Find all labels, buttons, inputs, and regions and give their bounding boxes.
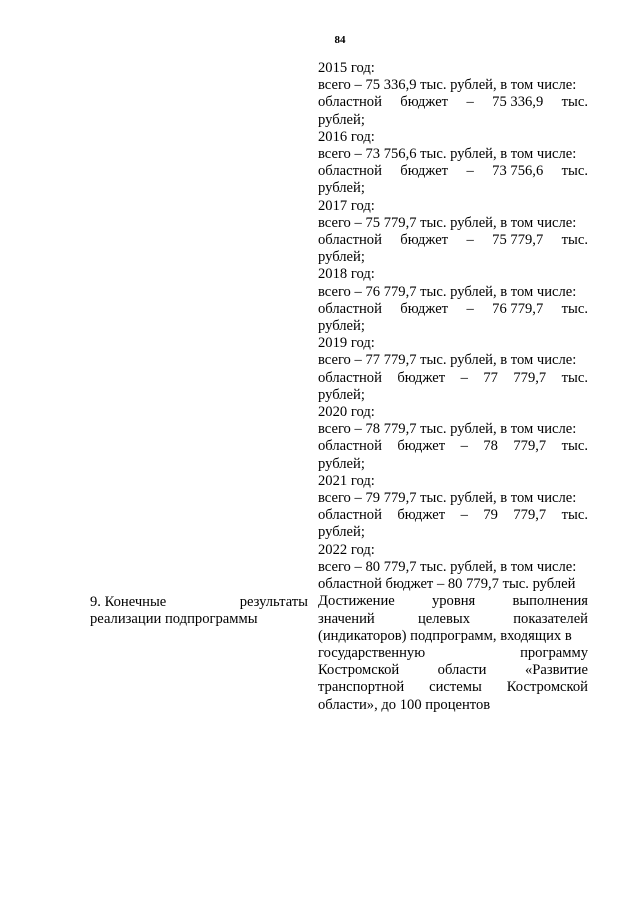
budget-word: тыс. (561, 507, 588, 524)
budget-word: 75 779,7 (492, 232, 544, 249)
funding-year: 2016 год: (318, 128, 375, 145)
budget-word: областной (318, 300, 382, 317)
funding-year: 2017 год: (318, 197, 375, 214)
budget-word: 73 756,6 (492, 163, 544, 180)
funding-total: всего – 75 779,7 тыс. рублей, в том числе: (318, 214, 577, 231)
section-9-label (90, 594, 308, 628)
budget-word: тыс. (561, 163, 588, 180)
budget-word: бюджет (400, 232, 449, 249)
budget-word: – (466, 232, 474, 249)
section-9-title-word: 9. Конечные (90, 594, 167, 610)
section-9-title (90, 594, 308, 611)
result-word: уровня (431, 593, 476, 610)
funding-total: всего – 79 779,7 тыс. рублей, в том числе: (318, 490, 577, 507)
funding-year: 2019 год: (318, 335, 375, 352)
page-number: 84 (334, 34, 346, 46)
funding-total: всего – 76 779,7 тыс. рублей, в том числе: (318, 283, 577, 300)
result-word: «Развитие (524, 662, 588, 679)
result-word: Костромской (318, 662, 400, 679)
funding-unit: рублей; (318, 318, 365, 335)
result-word: государственную (318, 644, 426, 661)
section-9-title-line2: реализации подпрограммы (90, 611, 258, 628)
funding-year: 2021 год: (318, 472, 375, 489)
budget-word: тыс. (561, 94, 588, 111)
budget-word: областной (318, 94, 382, 111)
budget-word: бюджет (397, 369, 446, 386)
section-9-title-word: результаты (239, 594, 308, 610)
regional-budget-line (318, 94, 588, 111)
funding-column (318, 60, 588, 714)
regional-budget-line (318, 370, 588, 387)
result-word: значений (318, 610, 375, 627)
budget-word: 779,7 (513, 507, 547, 524)
result-line (318, 593, 588, 610)
result-word: показателей (513, 610, 588, 627)
budget-word: тыс. (561, 369, 588, 386)
regional-budget-line (318, 163, 588, 180)
funding-unit: рублей; (318, 386, 365, 403)
result-line (318, 679, 588, 696)
budget-word: – (460, 438, 468, 455)
budget-word: – (460, 507, 468, 524)
budget-word: бюджет (397, 438, 446, 455)
budget-word: областной (318, 232, 382, 249)
funding-year: 2020 год: (318, 404, 375, 421)
budget-word: 78 (483, 438, 498, 455)
result-line: области», до 100 процентов (318, 696, 491, 713)
budget-word: – (466, 300, 474, 317)
funding-year: 2018 год: (318, 266, 375, 283)
budget-word: – (466, 94, 474, 111)
funding-total: всего – 75 336,9 тыс. рублей, в том числе: (318, 77, 577, 94)
funding-unit: рублей; (318, 524, 365, 541)
result-word: Костромской (506, 679, 588, 696)
funding-unit: рублей; (318, 249, 365, 266)
funding-total: всего – 77 779,7 тыс. рублей, в том числе: (318, 352, 577, 369)
result-word: системы (429, 679, 482, 696)
budget-word: 79 (483, 507, 498, 524)
regional-budget-line (318, 507, 588, 524)
budget-word: 779,7 (513, 369, 547, 386)
result-word: области (437, 662, 487, 679)
budget-word: областной (318, 369, 382, 386)
budget-word: – (466, 163, 474, 180)
result-word: (индикаторов) подпрограмм, входящих в (318, 627, 572, 644)
funding-unit: рублей; (318, 111, 365, 128)
result-word: программу (520, 644, 588, 661)
budget-word: тыс. (561, 438, 588, 455)
regional-budget-line (318, 301, 588, 318)
budget-word: тыс. (561, 300, 588, 317)
funding-total: всего – 80 779,7 тыс. рублей, в том числе: (318, 558, 577, 575)
funding-year: 2015 год: (318, 60, 375, 76)
funding-total: всего – 73 756,6 тыс. рублей, в том числе: (318, 146, 577, 163)
funding-unit: рублей; (318, 180, 365, 197)
budget-word: областной (318, 507, 382, 524)
budget-word: тыс. (561, 232, 588, 249)
budget-word: бюджет (400, 300, 449, 317)
budget-word: бюджет (400, 163, 449, 180)
budget-word: 75 336,9 (492, 94, 544, 111)
budget-word: 76 779,7 (492, 300, 544, 317)
funding-unit: рублей; (318, 455, 365, 472)
budget-word: – (460, 369, 468, 386)
budget-word: 779,7 (513, 438, 547, 455)
budget-word: бюджет (400, 94, 449, 111)
regional-budget-line (318, 232, 588, 249)
result-line (318, 611, 588, 628)
budget-word: 77 (483, 369, 498, 386)
result-word: Достижение (318, 593, 395, 610)
funding-total: всего – 78 779,7 тыс. рублей, в том числе: (318, 421, 577, 438)
regional-budget-line (318, 438, 588, 455)
budget-word: областной (318, 163, 382, 180)
budget-word: бюджет (397, 507, 446, 524)
result-word: целевых (417, 610, 470, 627)
result-line (318, 628, 588, 645)
result-line (318, 645, 588, 662)
budget-word: областной (318, 438, 382, 455)
funding-year: 2022 год: (318, 541, 375, 558)
regional-budget-line: областной бюджет – 80 779,7 тыс. рублей (318, 576, 576, 593)
result-word: выполнения (512, 593, 588, 610)
result-word: транспортной (318, 679, 405, 696)
result-line (318, 662, 588, 679)
